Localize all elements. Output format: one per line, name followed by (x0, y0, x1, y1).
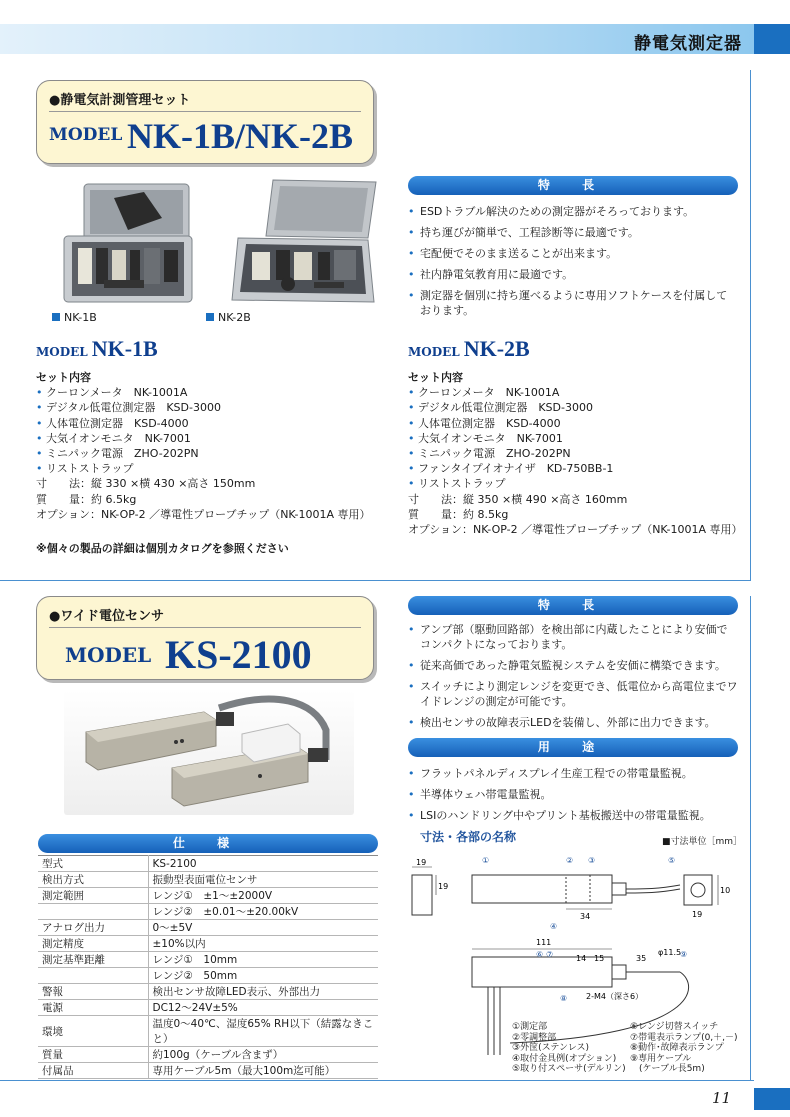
table-row: 測定範囲 レンジ① ±1～±2000V (38, 888, 378, 904)
dimensions: 寸 法：縦 330 ×横 430 ×高さ 150mm (36, 477, 256, 491)
callout: ① (482, 856, 490, 865)
dim-label: 14 (576, 954, 587, 963)
set-item: • クーロンメータ NK-1001A (408, 386, 560, 400)
callout: ⑤ (668, 856, 676, 865)
section-rule-right (750, 596, 751, 1080)
use-item: • LSIのハンドリング中やプリント基板搬送中の帯電量監視。 (408, 809, 711, 822)
mass: 質 量：約 6.5kg (36, 492, 137, 506)
feature-item: • 測定器を個別に持ち運べるように専用ソフトケースを付属しております。 (408, 289, 728, 317)
dim-label: 2-M4（深さ6） (586, 992, 644, 1001)
model-box-ks (36, 596, 374, 680)
table-row: 質量 約100g（ケーブル含まず） (38, 1047, 378, 1063)
model-nk-2b-heading: MODEL NK-2B (408, 336, 530, 361)
nk-1b-photo (44, 178, 194, 306)
dim-label: 19 (692, 910, 703, 919)
model-box-nk (36, 80, 374, 164)
caption-nk-2b: NK-2B (206, 311, 251, 324)
table-row: レンジ② 50mm (38, 968, 378, 984)
feature-item: • 宅配便でそのまま送ることが出来ます。 (408, 247, 618, 260)
set-heading: セット内容 (36, 371, 91, 384)
option: オプション：NK-OP-2 ／導電性プローブチップ（NK-1001A 専用） (36, 507, 371, 521)
ks-features-list (408, 622, 738, 736)
dim-label: 111 (536, 938, 552, 947)
dim-label: φ11.5 (658, 948, 682, 957)
ks-uses-heading: 用 途 (408, 738, 738, 757)
table-row: 測定基準距離 レンジ① 10mm (38, 952, 378, 968)
parts-legend-left: ①測定部 ②零調整部 ③外筐(ステンレス) ④取付金具例(オプション) ⑤取り付スペーサ(デルリン) (512, 1022, 626, 1074)
dim-label: 19 (438, 882, 449, 891)
set-item: • 大気イオンモニタ NK-7001 (36, 431, 191, 445)
model-nk-1b-heading: MODEL NK-1B (36, 336, 158, 361)
use-item: • フラットパネルディスプレイ生産工程での帯電量監視。 (408, 767, 693, 780)
table-row: 検出方式 振動型表面電位センサ (38, 872, 378, 888)
header-tab (754, 24, 790, 54)
dimension-title: 寸法・各部の名称 (420, 830, 517, 844)
set-item: • 人体電位測定器 KSD-4000 (36, 416, 189, 430)
table-row: 警報 検出センサ故障LED表示、外部出力 (38, 984, 378, 1000)
set-item: • 人体電位測定器 KSD-4000 (408, 416, 561, 430)
feature-item: • スイッチにより測定レンジを変更でき、低電位から高電位までワイドレンジの測定が可能です。 (408, 680, 738, 708)
table-row: 電源 DC12～24V±5% (38, 1000, 378, 1016)
catalog-note: ※個々の製品の詳細は個別カタログを参照ください (36, 542, 289, 555)
set-item: • リストストラップ (408, 477, 506, 491)
model-word: MODEL (65, 643, 152, 667)
nk-features-heading: 特 長 (408, 176, 738, 195)
table-row: 付属品 専用ケーブル5m（最大100m迄可能） (38, 1063, 378, 1079)
model-word: MODEL (49, 125, 123, 145)
footer-rule (0, 1080, 754, 1081)
callout: ⑦ (546, 950, 554, 959)
dimensions: 寸 法：縦 350 ×横 490 ×高さ 160mm (408, 492, 628, 506)
page-number: 11 (712, 1089, 732, 1107)
feature-item: • 従来高価であった静電気監視システムを安価に構築できます。 (408, 659, 726, 672)
callout: ③ (588, 856, 596, 865)
dim-label: 15 (594, 954, 605, 963)
ks-features-heading: 特 長 (408, 596, 738, 615)
use-item: • 半導体ウェハ帯電量監視。 (408, 788, 552, 801)
dim-label: 19 (416, 858, 427, 867)
spec-heading: 仕 様 (38, 834, 378, 853)
page-title: 静電気測定器 (634, 34, 742, 54)
footer-tab (754, 1088, 790, 1110)
ks-uses-list (408, 766, 738, 829)
set-item: • デジタル低電位測定器 KSD-3000 (408, 401, 593, 415)
caption-nk-1b: NK-1B (52, 311, 97, 324)
parts-legend-right: ⑥レンジ切替スイッチ ⑦帯電表示ランプ(0,＋,－) ⑧動作･故障表示ランプ ⑨専用ケーブル (ケーブル長5m) (630, 1022, 738, 1074)
dim-label: 34 (580, 912, 591, 921)
nk-features-list (408, 204, 738, 324)
feature-item: • 検出センサの故障表示LEDを装備し、外部に出力できます。 (408, 716, 716, 729)
category-label: ●静電気計測管理セット (49, 93, 191, 108)
set-item: • ミニパック電源 ZHO-202PN (36, 447, 199, 461)
divider (49, 111, 361, 112)
divider (49, 627, 361, 628)
feature-item: • 社内静電気教育用に最適です。 (408, 268, 574, 281)
spec-table (38, 855, 378, 1079)
callout: ⑧ (560, 994, 568, 1003)
feature-item: • 持ち運びが簡単で、工程診断等に最適です。 (408, 226, 639, 239)
callout: ④ (550, 922, 558, 931)
nk-2b-photo (228, 178, 378, 306)
table-row: アナログ出力 0～±5V (38, 920, 378, 936)
option: オプション：NK-OP-2 ／導電性プローブチップ（NK-1001A 専用） (408, 523, 743, 537)
set-heading: セット内容 (408, 371, 463, 384)
dimension-unit: ■寸法単位［mm］ (662, 837, 743, 847)
ks-2100-photo (64, 690, 354, 815)
nk-1b-set-list (36, 370, 370, 522)
model-name: NK-1B/NK-2B (127, 116, 354, 156)
category-label: ●ワイド電位センサ (49, 609, 164, 624)
nk-2b-set-list (408, 370, 742, 537)
table-row: 測定精度 ±10%以内 (38, 936, 378, 952)
feature-item: • アンプ部（駆動回路部）を検出部に内蔵したことにより安価でコンパクトになっております。 (408, 623, 728, 651)
set-item: • クーロンメータ NK-1001A (36, 386, 188, 400)
callout: ② (566, 856, 574, 865)
dim-label: 10 (720, 886, 731, 895)
model-name: KS-2100 (165, 632, 312, 677)
set-item: • ミニパック電源 ZHO-202PN (408, 447, 571, 461)
callout: ⑨ (680, 950, 688, 959)
set-item: • リストストラップ (36, 462, 134, 476)
header-bar (0, 24, 790, 54)
set-item: • デジタル低電位測定器 KSD-3000 (36, 401, 221, 415)
mass: 質 量：約 8.5kg (408, 507, 509, 521)
section-rule-bottom (0, 580, 751, 581)
table-row: 型式 KS-2100 (38, 856, 378, 872)
callout: ⑥ (536, 950, 544, 959)
section-rule-right (750, 70, 751, 580)
table-row: レンジ② ±0.01～±20.00kV (38, 904, 378, 920)
set-item: • ファンタイプイオナイザ KD-750BB-1 (408, 462, 614, 476)
feature-item: • ESDトラブル解決のための測定器がそろっております。 (408, 205, 695, 218)
dim-label: 35 (636, 954, 647, 963)
set-item: • 大気イオンモニタ NK-7001 (408, 431, 563, 445)
table-row: 環境 温度0～40℃、湿度65% RH以下（結露なきこと） (38, 1016, 378, 1047)
